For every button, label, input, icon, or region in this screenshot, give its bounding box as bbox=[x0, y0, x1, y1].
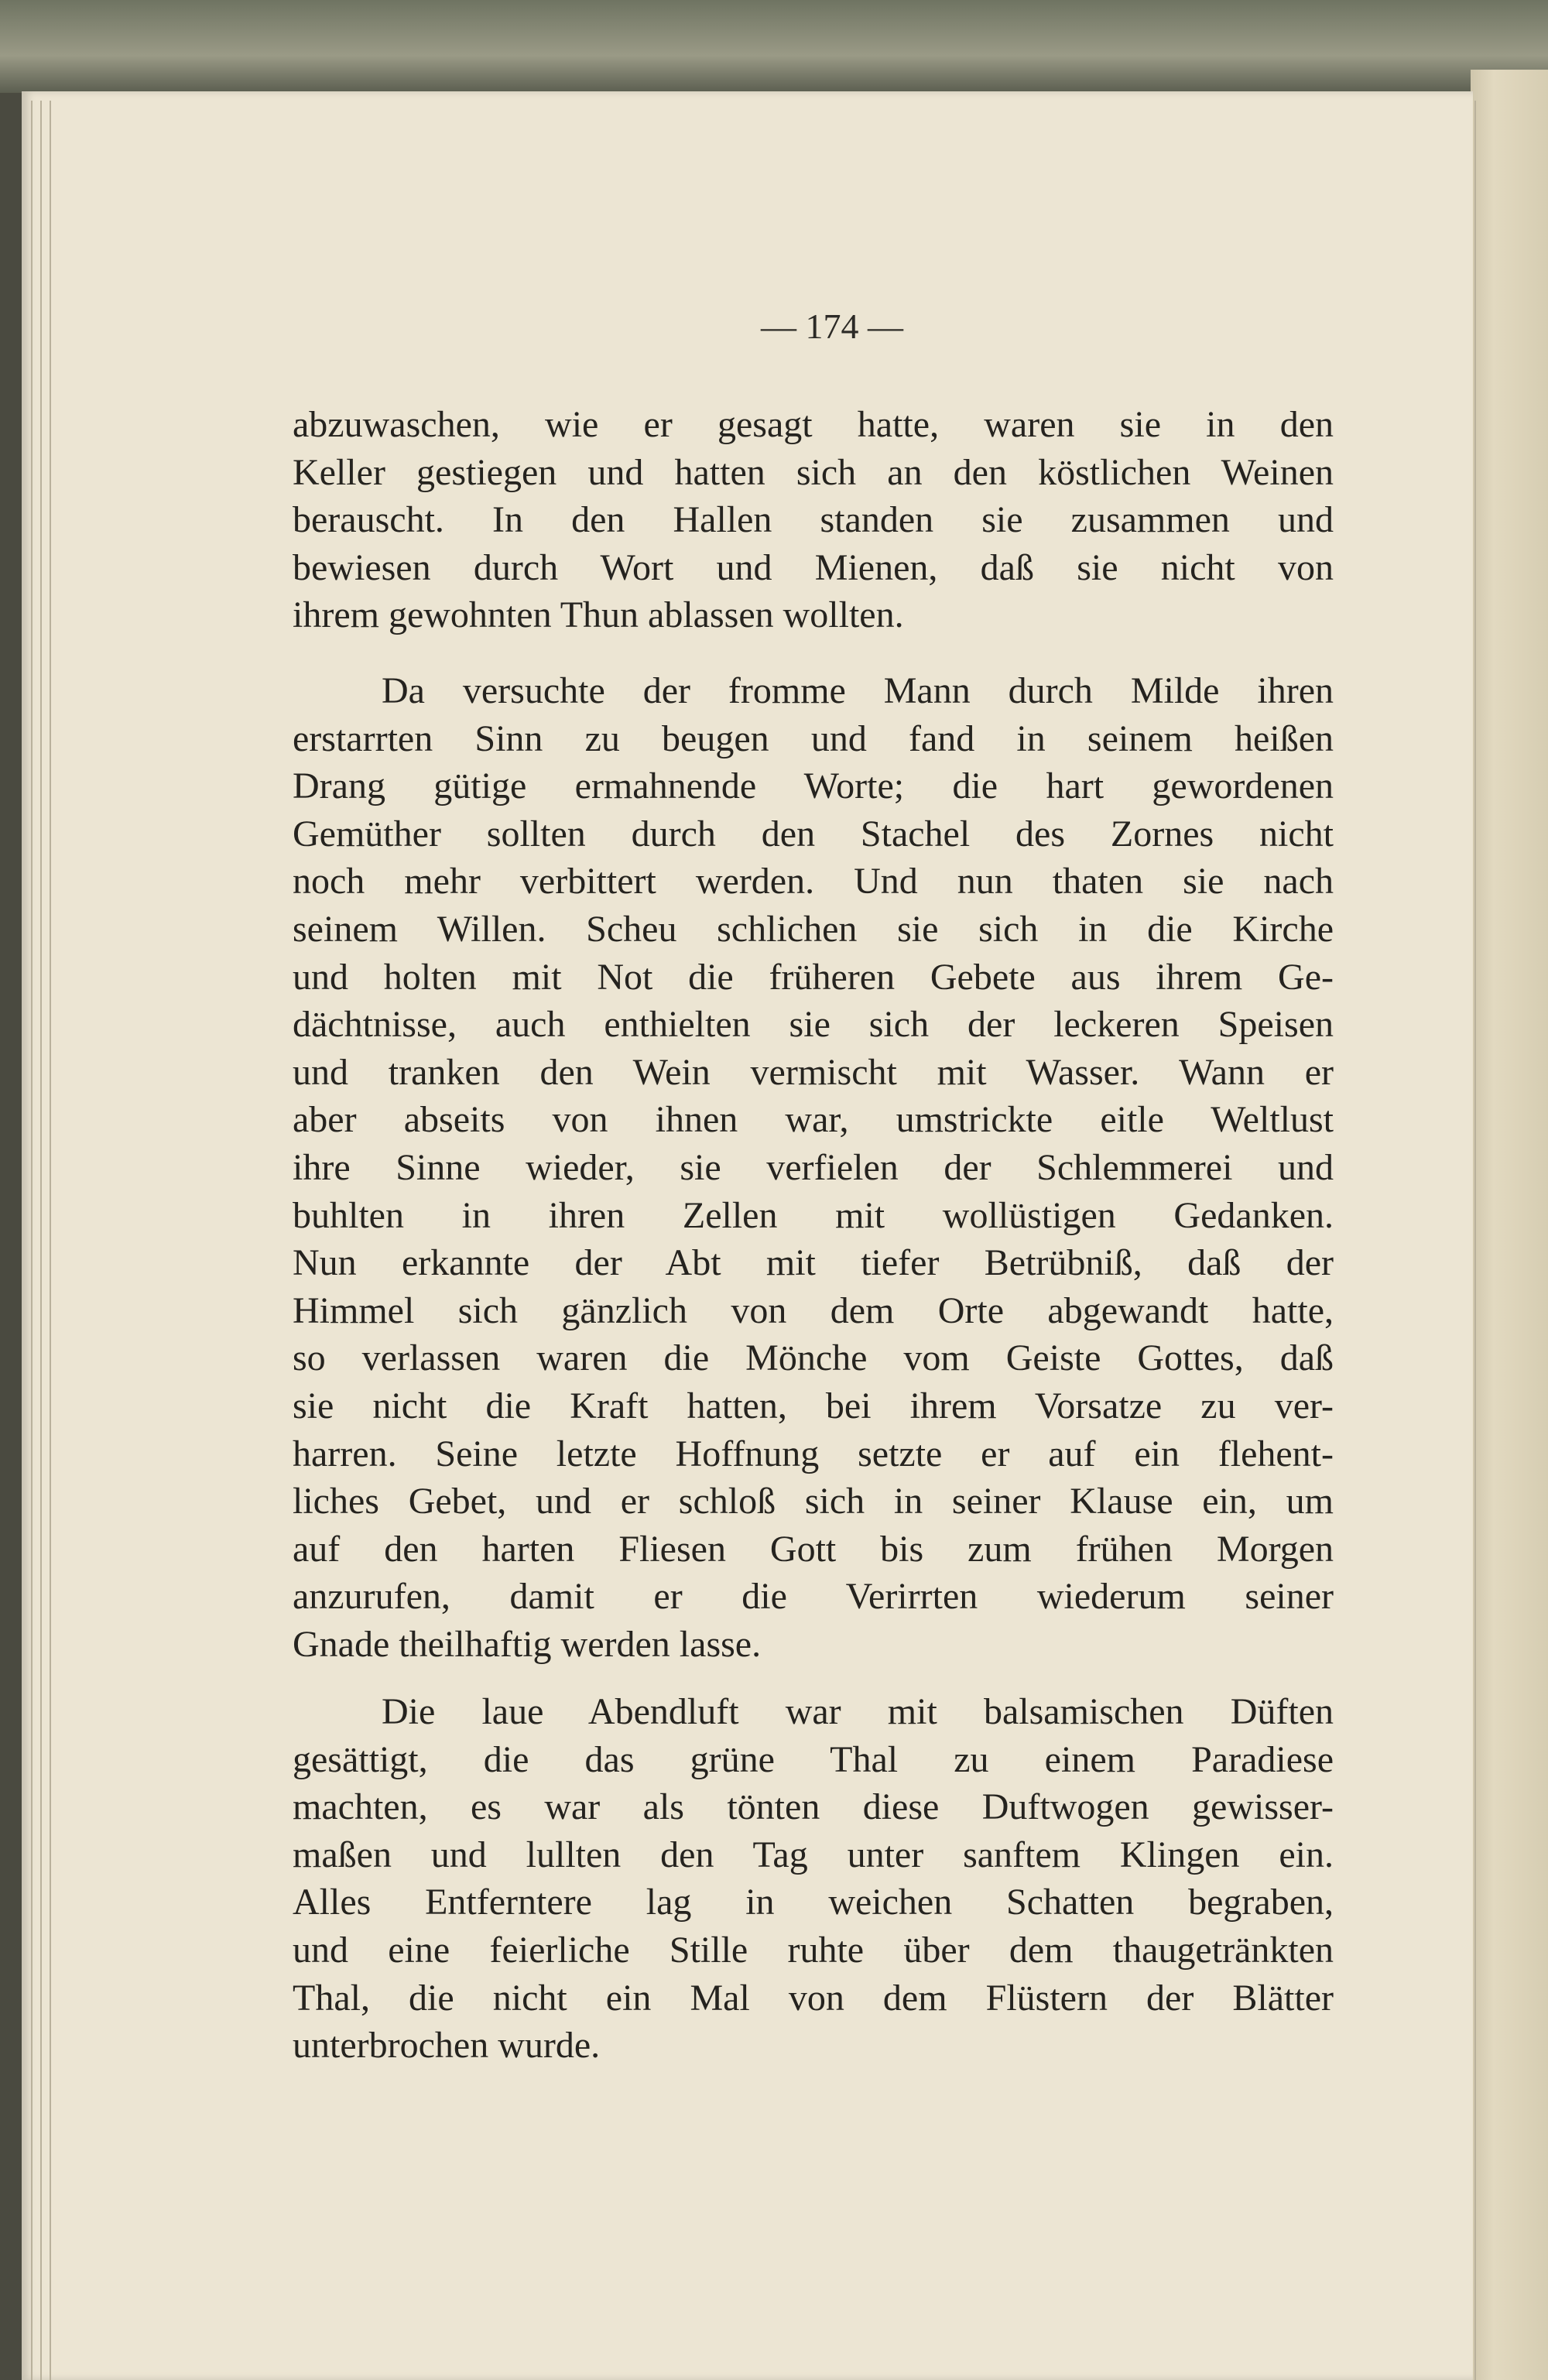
text-line: und eine feierliche Stille ruhte über dem thaugetränkten bbox=[293, 1929, 1334, 1971]
page-edge-line bbox=[31, 101, 33, 2380]
text-line: buhlten in ihren Zellen mit wollüstigen Gedanken. bbox=[293, 1194, 1334, 1236]
text-line: ihrem gewohnten Thun ablassen wollten. bbox=[293, 594, 904, 636]
text-line: auf den harten Fliesen Gott bis zum frühen Morgen bbox=[293, 1528, 1334, 1570]
text-line: harren. Seine letzte Hoffnung setzte er auf ein flehent- bbox=[293, 1433, 1334, 1474]
text-line: Keller gestiegen und hatten sich an den köstlichen Weinen bbox=[293, 451, 1334, 493]
text-line: ihre Sinne wieder, sie verfielen der Schlemmerei und bbox=[293, 1146, 1334, 1188]
book-cover-edge bbox=[0, 0, 1548, 93]
text-line: noch mehr verbittert werden. Und nun thaten sie nach bbox=[293, 861, 1334, 902]
text-line: aber abseits von ihnen war, umstrickte eitle Weltlust bbox=[293, 1099, 1334, 1141]
text-line: Alles Entferntere lag in weichen Schatten begraben, bbox=[293, 1882, 1334, 1923]
paragraph-3 bbox=[293, 1688, 1334, 2070]
text-line: maßen und lullten den Tag unter sanftem Klingen ein. bbox=[293, 1834, 1334, 1875]
text-line: unterbrochen wurde. bbox=[293, 2025, 601, 2067]
text-line: Gemüther sollten durch den Stachel des Zornes nicht bbox=[293, 813, 1334, 854]
text-line: Da versuchte der fromme Mann durch Milde ihren bbox=[382, 670, 1334, 711]
text-line: Gnade theilhaftig werden lasse. bbox=[293, 1623, 762, 1665]
page-edge-line bbox=[50, 101, 51, 2380]
text-line: liches Gebet, und er schloß sich in seiner Klause ein, um bbox=[293, 1481, 1334, 1522]
text-line: sie nicht die Kraft hatten, bei ihrem Vorsatze zu ver- bbox=[293, 1385, 1334, 1426]
paragraph-1 bbox=[293, 401, 1334, 639]
text-line: gesättigt, die das grüne Thal zu einem Paradiese bbox=[293, 1738, 1334, 1780]
text-line: erstarrten Sinn zu beugen und fand in seinem heißen bbox=[293, 717, 1334, 759]
page-edge-line bbox=[1474, 101, 1476, 2380]
text-line: anzurufen, damit er die Verirrten wiederum seiner bbox=[293, 1576, 1334, 1618]
text-line: seinem Willen. Scheu schlichen sie sich in die Kirche bbox=[293, 908, 1334, 950]
text-line: berauscht. In den Hallen standen sie zusammen und bbox=[293, 499, 1334, 541]
text-line: Drang gütige ermahnende Worte; die hart gewordenen bbox=[293, 765, 1334, 807]
text-line: so verlassen waren die Mönche vom Geiste Gottes, daß bbox=[293, 1337, 1334, 1379]
text-line: bewiesen durch Wort und Mienen, daß sie nicht von bbox=[293, 546, 1334, 588]
text-line: dächtnisse, auch enthielten sie sich der leckeren Speisen bbox=[293, 1004, 1334, 1046]
text-line: Nun erkannte der Abt mit tiefer Betrübniß, daß der bbox=[293, 1242, 1334, 1284]
paragraph-2 bbox=[293, 667, 1334, 1668]
text-line: Himmel sich gänzlich von dem Orte abgewandt hatte, bbox=[293, 1289, 1334, 1331]
text-line: Thal, die nicht ein Mal von dem Flüstern der Blätter bbox=[293, 1977, 1334, 2019]
page-edge-line bbox=[40, 101, 42, 2380]
adjacent-page-edge bbox=[1471, 70, 1548, 2380]
text-line: machten, es war als tönten diese Duftwogen gewisser- bbox=[293, 1786, 1334, 1828]
text-line: abzuwaschen, wie er gesagt hatte, waren sie in den bbox=[293, 404, 1334, 445]
text-line: und tranken den Wein vermischt mit Wasser. Wann er bbox=[293, 1051, 1334, 1093]
page-number: — 174 — bbox=[761, 306, 903, 346]
text-line: Die laue Abendluft war mit balsamischen Düften bbox=[382, 1691, 1334, 1732]
text-line: und holten mit Not die früheren Gebete aus ihrem Ge- bbox=[293, 956, 1334, 998]
